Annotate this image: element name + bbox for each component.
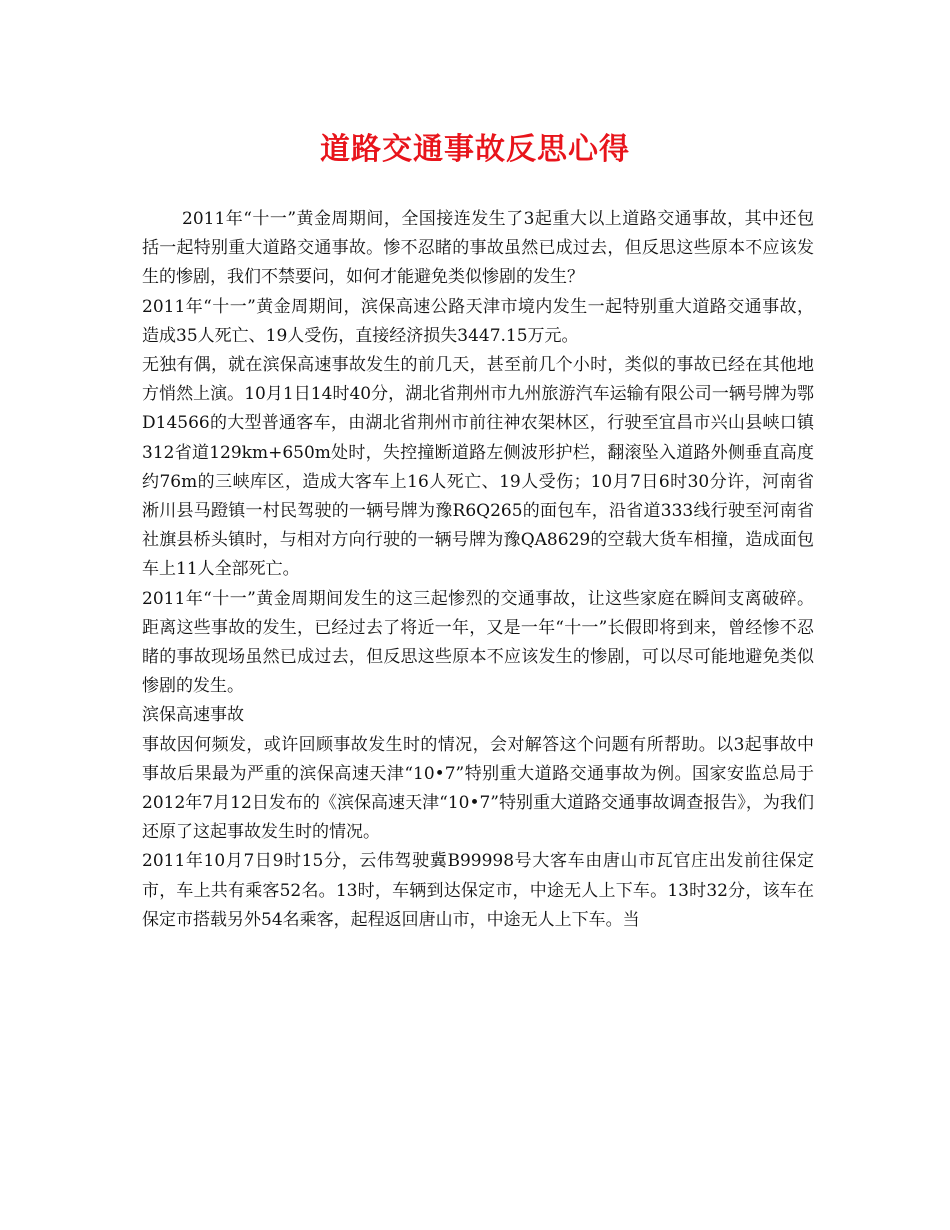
document-title: 道路交通事故反思心得: [320, 132, 630, 167]
paragraph-cause-review: 事故因何频发，或许回顾事故发生时的情况，会对解答这个问题有所帮助。以3起事故中事故后果最为严重的滨保高速天津“10•7”特别重大道路交通事故为例。国家安监总局于2012年7月12日发布的《滨保高速天津“10•7”特别重大道路交通事故调查报告》，为我们还原了这起事故发生时的情况。: [142, 734, 814, 843]
paragraph-binbao-summary: 2011年“十一”黄金周期间，滨保高速公路天津市境内发生一起特别重大道路交通事故，造成35人死亡、19人受伤，直接经济损失3447.15万元。: [142, 296, 814, 346]
paragraph-reflection: 2011年“十一”黄金周期间发生的这三起惨烈的交通事故，让这些家庭在瞬间支离破碎。距离这些事故的发生，已经过去了将近一年，又是一年“十一”长假即将到来，曾经惨不忍睹的事故现场虽然已成过去，但反思这些原本不应该发生的惨剧，可以尽可能地避免类似惨剧的发生。: [142, 588, 814, 697]
paragraph-intro: 2011年“十一”黄金周期间，全国接连发生了3起重大以上道路交通事故，其中还包括一起特别重大道路交通事故。惨不忍睹的事故虽然已成过去，但反思这些原本不应该发生的惨剧，我们不禁要问，如何才能避免类似惨剧的发生？: [142, 209, 814, 288]
section-heading-binbao: 滨保高速事故: [142, 705, 244, 726]
document-body: [142, 205, 814, 935]
paragraph-other-accidents: 无独有偶，就在滨保高速事故发生的前几天，甚至前几个小时，类似的事故已经在其他地方悄然上演。10月1日14时40分，湖北省荆州市九州旅游汽车运输有限公司一辆号牌为鄂D14566的大型普通客车，由湖北省荆州市前往神农架林区，行驶至宜昌市兴山县峡口镇312省道129km+650m处时，失控撞断道路左侧波形护栏，翻滚坠入道路外侧垂直高度约76m的三峡库区，造成大客车上16人死亡、19人受伤；10月7日6时30分许，河南省淅川县马蹬镇一村民驾驶的一辆号牌为豫R6Q265的面包车，沿省道333线行驶至河南省社旗县桥头镇时，与相对方向行驶的一辆号牌为豫QA8629的空载大货车相撞，造成面包车上11人全部死亡。: [142, 355, 814, 580]
paragraph-timeline: 2011年10月7日9时15分，云伟驾驶冀B99998号大客车由唐山市瓦官庄出发前往保定市，车上共有乘客52名。13时，车辆到达保定市，中途无人上下车。13时32分，该车在保定市搭载另外54名乘客，起程返回唐山市，中途无人上下车。当: [142, 851, 814, 930]
